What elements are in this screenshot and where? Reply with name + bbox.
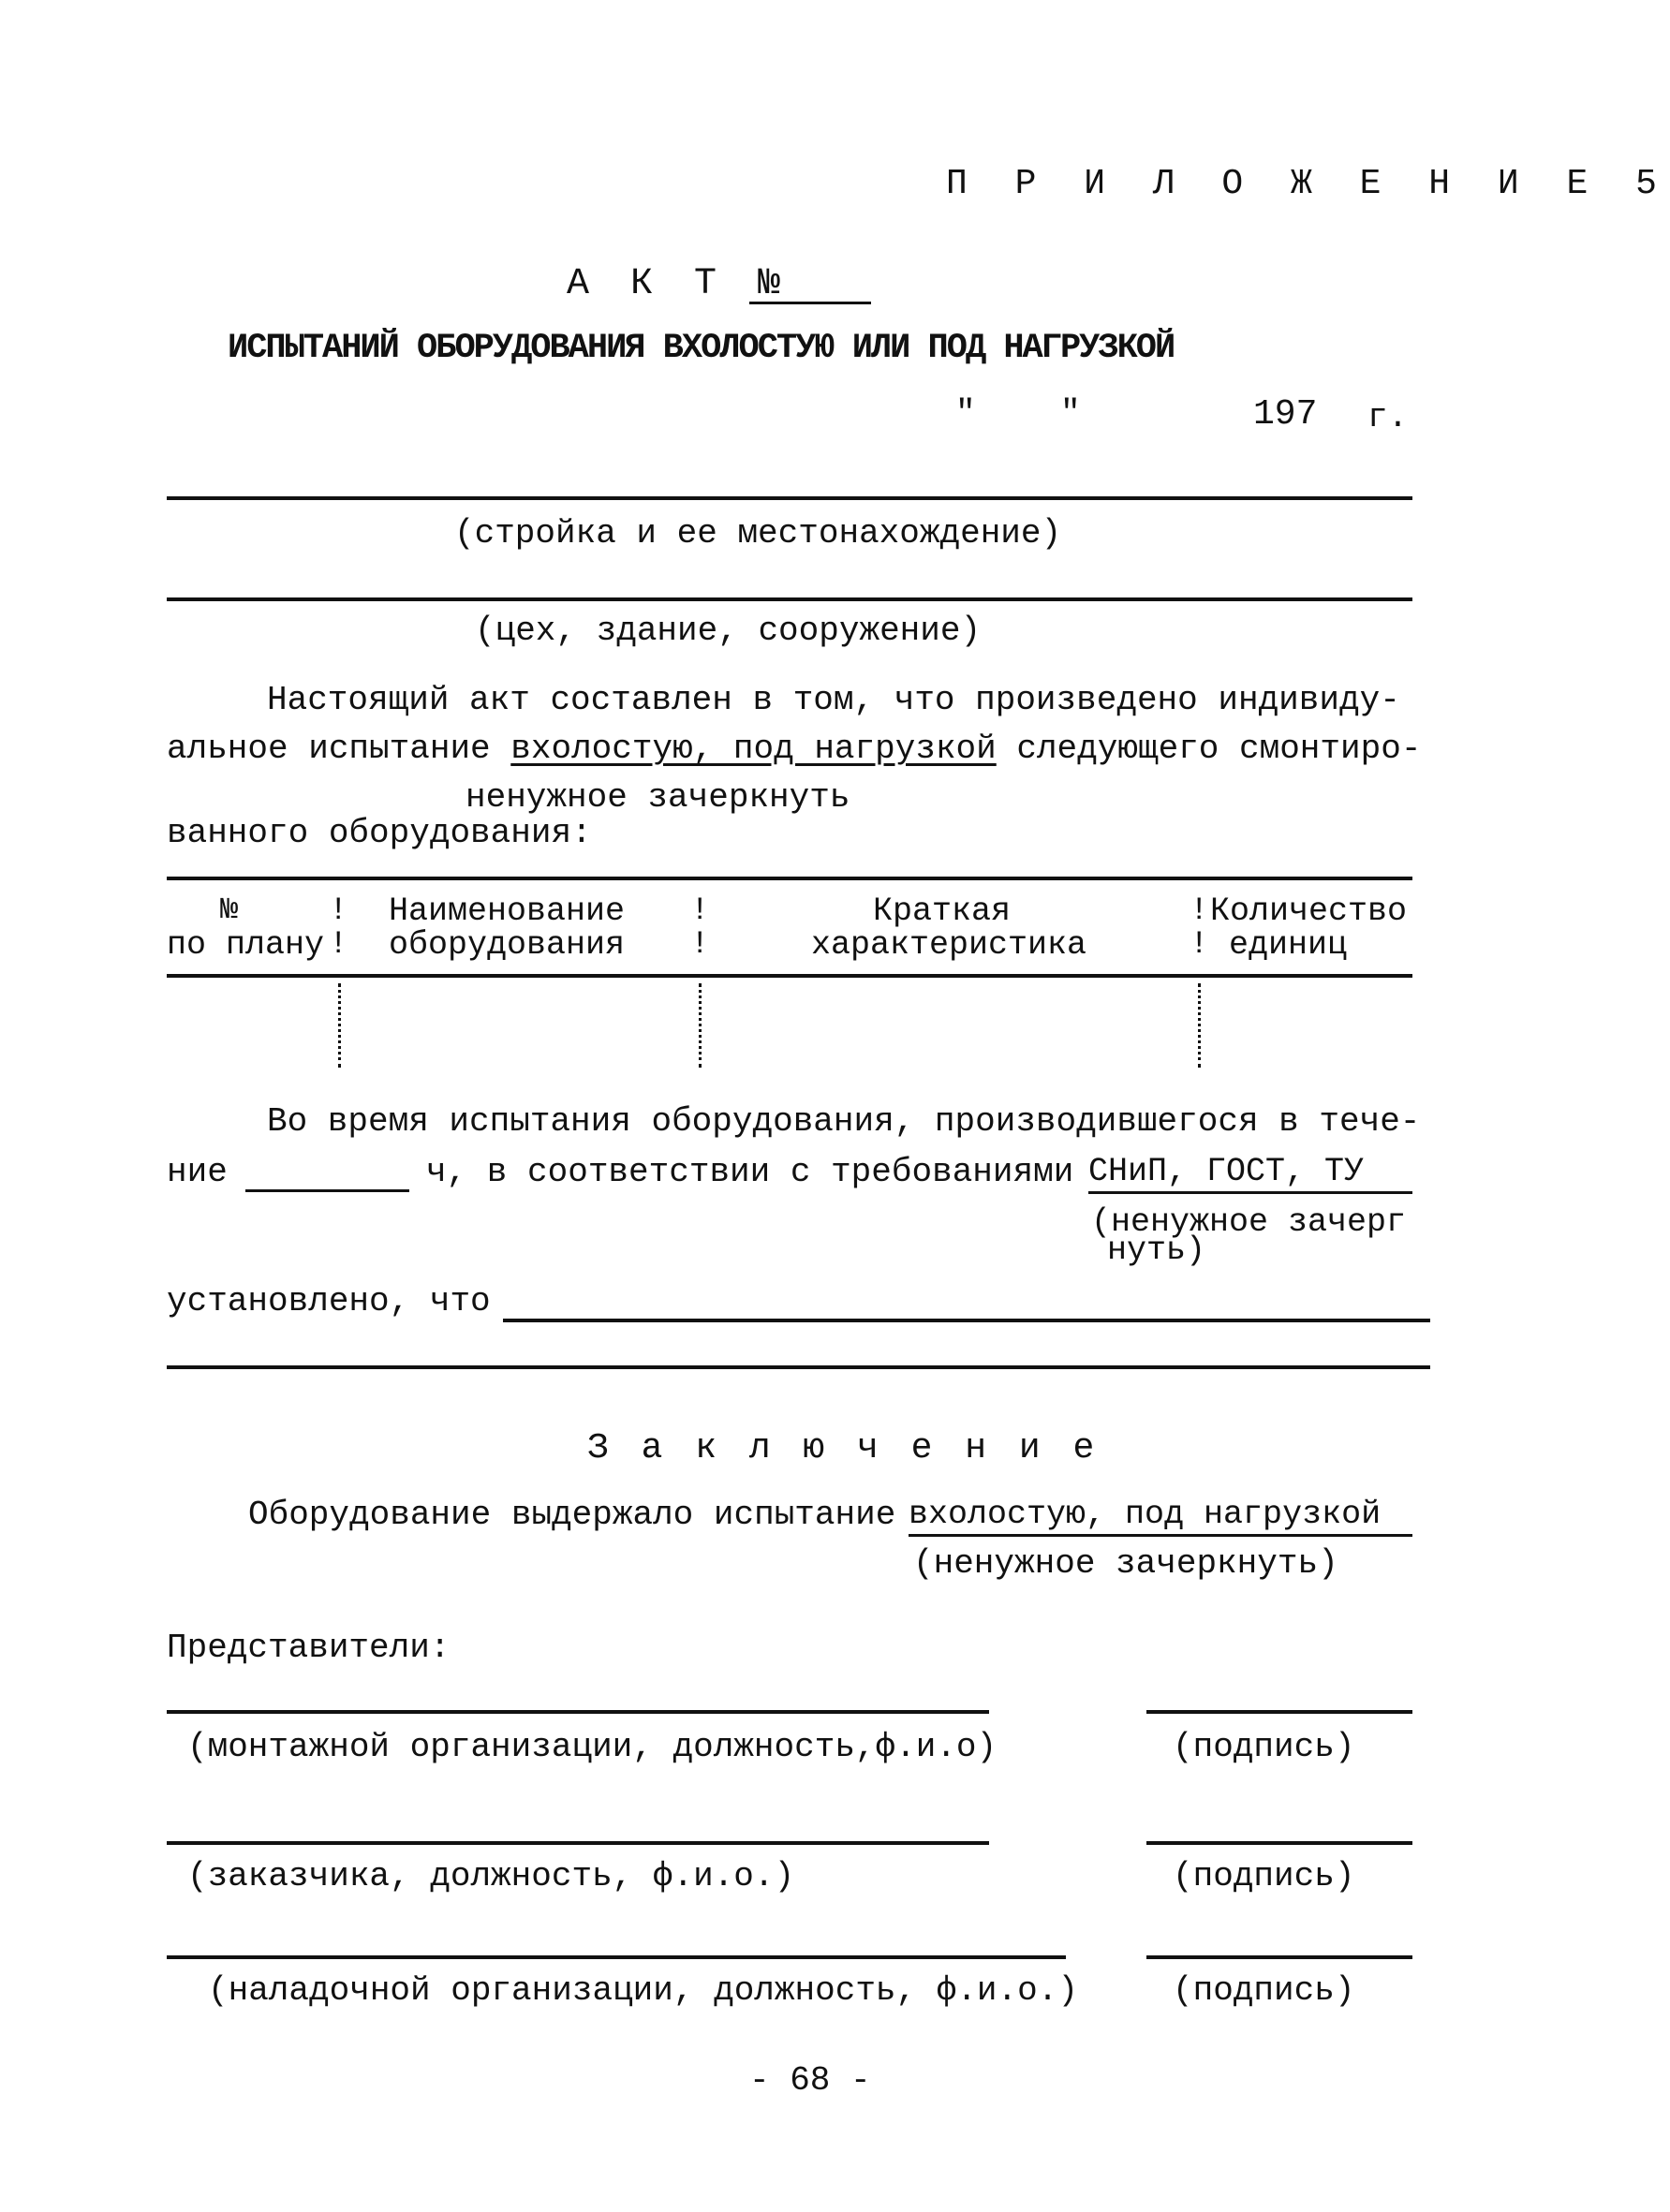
representatives-label: Представители:: [167, 1629, 451, 1667]
page-number: - 68 -: [749, 2061, 871, 2100]
rep-2-signature-line[interactable]: [1146, 1841, 1412, 1845]
building-line[interactable]: [167, 597, 1412, 601]
rep-3-name-line[interactable]: [167, 1955, 1066, 1959]
intro-line-1: Настоящий акт составлен в том, что произведено индивиду-: [267, 681, 1400, 719]
testing-line-2-middle: ч, в соответствии с требованиями: [426, 1153, 1074, 1191]
established-label: установлено, что: [167, 1282, 491, 1320]
rep-2-signature-caption: (подпись): [1173, 1857, 1355, 1895]
conclusion-options[interactable]: вхолостую, под нагрузкой: [909, 1496, 1382, 1533]
table-column-divider: [699, 983, 702, 1068]
col-char-line-2: характеристика: [811, 926, 1087, 964]
construction-line[interactable]: [167, 496, 1412, 500]
col-name-line-1: Наименование: [389, 892, 626, 930]
conclusion-strike-note: (ненужное зачеркнуть): [913, 1544, 1338, 1583]
appendix-label: П Р И Л О Ж Е Н И Е 5: [946, 164, 1670, 204]
intro-line-3: ванного оборудования:: [167, 814, 592, 852]
col-number-line-1: №: [220, 892, 239, 927]
rep-3-caption: (наладочной организации, должность, ф.и.о.): [208, 1971, 1078, 2010]
date-suffix: г.: [1367, 398, 1409, 436]
testing-strike-note-2: нуть): [1107, 1231, 1206, 1269]
date-year: 197: [1253, 394, 1318, 435]
conclusion-heading: З а к л ю ч е н и е: [587, 1428, 1101, 1468]
rep-1-signature-line[interactable]: [1146, 1710, 1412, 1714]
rep-1-name-line[interactable]: [167, 1710, 989, 1714]
findings-line-1[interactable]: [503, 1319, 1430, 1322]
intro-line-2-suffix: следующего смонтиро-: [996, 730, 1422, 768]
rep-2-name-line[interactable]: [167, 1841, 989, 1845]
conclusion-text: Оборудование выдержало испытание: [248, 1496, 896, 1534]
testing-line-1: Во время испытания оборудования, производившегося в тече-: [267, 1102, 1421, 1141]
date-quote-open: ": [955, 394, 976, 433]
duration-blank[interactable]: [245, 1189, 409, 1192]
rep-3-signature-line[interactable]: [1146, 1955, 1412, 1959]
table-top-rule: [167, 877, 1412, 880]
rep-2-caption: (заказчика, должность, ф.и.о.): [187, 1857, 795, 1895]
col-char-line-1: Краткая: [873, 892, 1012, 930]
col-qty-line-2: единиц: [1229, 926, 1348, 964]
conclusion-options-underline: [909, 1534, 1412, 1537]
rep-1-signature-caption: (подпись): [1173, 1728, 1355, 1766]
act-subtitle: ИСПЫТАНИЙ ОБОРУДОВАНИЯ ВХОЛОСТУЮ ИЛИ ПОД НАГРУЗКОЙ: [228, 329, 1175, 368]
col-number-line-2: по плану: [167, 926, 325, 964]
table-header-rule: [167, 974, 1412, 978]
construction-caption: (стройка и ее местонахождение): [454, 514, 1062, 553]
intro-line-2: [167, 732, 1421, 766]
findings-line-2[interactable]: [167, 1365, 1430, 1369]
rep-1-caption: (монтажной организации, должность,ф.и.о): [187, 1728, 998, 1766]
testing-strike-note-1: (ненужное зачерг: [1091, 1203, 1407, 1241]
col-name-line-2: оборудования: [389, 926, 626, 964]
building-caption: (цех, здание, сооружение): [475, 612, 982, 650]
strike-note: ненужное зачеркнуть: [466, 778, 850, 817]
intro-line-2-prefix: альное испытание: [167, 730, 511, 768]
rep-3-signature-caption: (подпись): [1173, 1971, 1355, 2010]
load-options[interactable]: вхолостую, под нагрузкой: [510, 730, 997, 768]
testing-line-2-prefix: ние: [167, 1153, 228, 1191]
table-column-divider: [1198, 983, 1201, 1068]
standards-underline: [1088, 1191, 1412, 1194]
col-qty-line-1: Количество: [1210, 892, 1408, 930]
act-number-blank[interactable]: [749, 302, 871, 304]
table-column-divider: [338, 983, 341, 1068]
act-title: А К Т №: [567, 263, 791, 305]
date-quote-close: ": [1060, 394, 1081, 433]
standards-options[interactable]: СНиП, ГОСТ, ТУ: [1088, 1153, 1365, 1190]
